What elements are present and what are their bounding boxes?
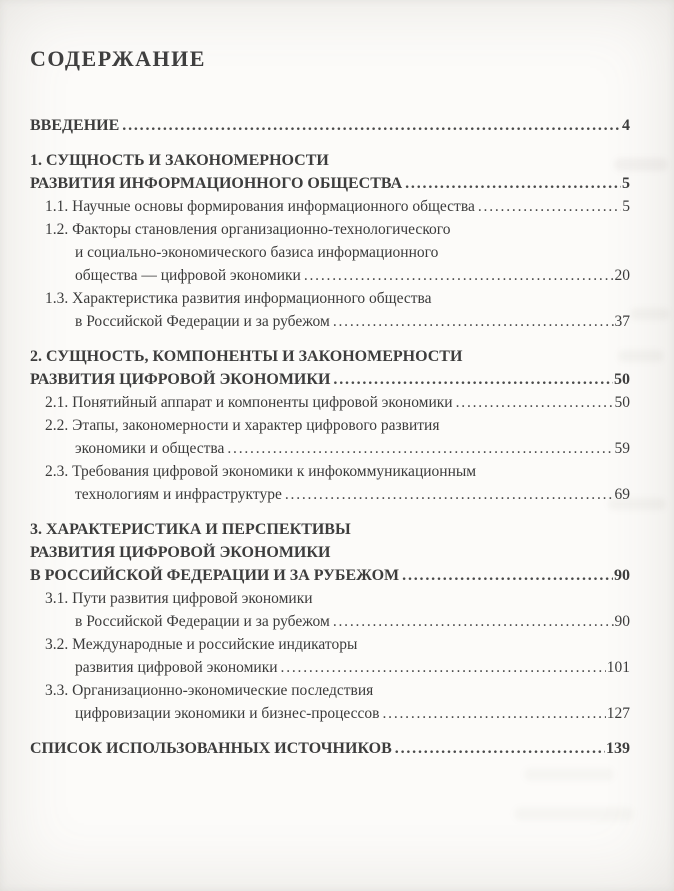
toc-entry-title-continuation: развития цифровой экономики: [75, 659, 278, 676]
toc-entry-section-1-1: [30, 195, 630, 218]
page-number: 139: [606, 740, 630, 757]
dot-leader: [304, 264, 614, 287]
dot-leader: [402, 564, 613, 587]
dot-leader: [333, 368, 613, 391]
toc-entry-title-continuation: в Российской Федерации и за рубежом: [75, 613, 330, 630]
toc-entry-title: 2. СУЩНОСТЬ, КОМПОНЕНТЫ И ЗАКОНОМЕРНОСТИ: [30, 348, 463, 365]
toc-entry-section-1-3: [30, 287, 630, 333]
toc-entry-title: СПИСОК ИСПОЛЬЗОВАННЫХ ИСТОЧНИКОВ: [30, 740, 392, 757]
toc-entry-title: 1.3. Характеристика развития информационного общества: [45, 290, 432, 307]
dot-leader: [405, 172, 621, 195]
toc-line: [30, 518, 630, 541]
dot-leader: [122, 114, 621, 137]
toc-entry-title: 1.1. Научные основы формирования информационного общества: [45, 198, 475, 215]
toc-line: [30, 264, 630, 287]
toc-entry-title: 3.2. Международные и российские индикаторы: [45, 636, 358, 653]
toc-entry-chapter-3: [30, 518, 630, 587]
toc-line: [30, 437, 630, 460]
toc-entry-title-continuation: цифровизации экономики и бизнес-процессов: [75, 705, 380, 722]
toc-entry-title-continuation: технологиям и инфраструктуре: [75, 486, 282, 503]
page-number: 50: [614, 371, 630, 388]
scan-bleed-artifact: [524, 768, 614, 781]
page-number: 37: [614, 313, 630, 330]
toc-entry-chapter-2: [30, 345, 630, 391]
page-number: 90: [614, 567, 630, 584]
toc-entry-section-3-3: [30, 679, 630, 725]
toc-entry-title: 2.1. Понятийный аппарат и компоненты цифровой экономики: [45, 394, 453, 411]
toc-entry-title: 1. СУЩНОСТЬ И ЗАКОНОМЕРНОСТИ: [30, 152, 329, 169]
toc-line: [30, 610, 630, 633]
dot-leader: [285, 483, 614, 506]
toc-entry-title-continuation: в Российской Федерации и за рубежом: [75, 313, 330, 330]
toc-entry-section-2-3: [30, 460, 630, 506]
toc-line: [30, 414, 630, 437]
toc-entry-introduction: [30, 114, 630, 137]
toc-entry-title: 3. ХАРАКТЕРИСТИКА И ПЕРСПЕКТИВЫ: [30, 521, 351, 538]
page-title: СОДЕРЖАНИЕ: [30, 46, 206, 71]
dot-leader: [333, 310, 614, 333]
toc-entry-title: 3.1. Пути развития цифровой экономики: [45, 590, 313, 607]
toc-line: [30, 541, 630, 564]
toc-entry-section-2-2: [30, 414, 630, 460]
toc-line: [30, 656, 630, 679]
toc-line: [30, 483, 630, 506]
scan-bleed-artifact: [630, 308, 670, 320]
page-number: 5: [622, 198, 630, 215]
toc-line: [30, 564, 630, 587]
toc-entry-title: РАЗВИТИЯ ЦИФРОВОЙ ЭКОНОМИКИ: [30, 371, 331, 388]
toc-line: [30, 114, 630, 137]
dot-leader: [227, 437, 613, 460]
toc-entry-title: 2.3. Требования цифровой экономики к инфокоммуникационным: [45, 463, 477, 480]
page-number: 69: [614, 486, 630, 503]
toc-entry-section-2-1: [30, 391, 630, 414]
page-number: 127: [606, 705, 630, 722]
dot-leader: [478, 195, 621, 218]
toc-line: [30, 195, 630, 218]
toc-line: [30, 149, 630, 172]
page-number: 4: [622, 117, 630, 134]
toc-entry-title: 1.2. Факторы становления организационно-технологического: [45, 221, 451, 238]
toc-entry-section-3-1: [30, 587, 630, 633]
dot-leader: [333, 610, 614, 633]
page-number: 59: [614, 440, 630, 457]
toc-entry-section-1-2: [30, 218, 630, 287]
page-number: 101: [606, 659, 630, 676]
toc-entry-title: 2.2. Этапы, закономерности и характер цифрового развития: [45, 417, 440, 434]
dot-leader: [456, 391, 614, 414]
toc-line: [30, 287, 630, 310]
scan-bleed-artifact: [514, 807, 634, 821]
toc-entry-title: В РОССИЙСКОЙ ФЕДЕРАЦИИ И ЗА РУБЕЖОМ: [30, 567, 400, 584]
toc-entry-title: ВВЕДЕНИЕ: [30, 117, 120, 134]
toc-line: [30, 679, 630, 702]
toc-entry-sources: [30, 737, 630, 760]
toc-line: [30, 633, 630, 656]
toc-line: [30, 172, 630, 195]
toc-line: [30, 702, 630, 725]
toc-line: [30, 391, 630, 414]
toc-entry-section-3-2: [30, 633, 630, 679]
dot-leader: [382, 702, 605, 725]
dot-leader: [395, 737, 605, 760]
toc-line: [30, 460, 630, 483]
page-number: 90: [614, 613, 630, 630]
toc-line: [30, 587, 630, 610]
dot-leader: [281, 656, 606, 679]
page-number: 50: [614, 394, 630, 411]
toc-entry-title: 3.3. Организационно-экономические последствия: [45, 682, 374, 699]
toc-entry-title-continuation: экономики и общества: [75, 440, 225, 457]
toc-line: [30, 218, 630, 241]
toc-line: [30, 241, 630, 264]
page-number: 20: [614, 267, 630, 284]
toc-line: [30, 310, 630, 333]
toc-line: [30, 737, 630, 760]
toc-entry-title-continuation: общества — цифровой экономики: [75, 267, 301, 284]
toc-entry-chapter-1: [30, 149, 630, 195]
toc-line: [30, 368, 630, 391]
toc-line: [30, 345, 630, 368]
page-number: 5: [622, 175, 630, 192]
toc-entry-title: РАЗВИТИЯ ИНФОРМАЦИОННОГО ОБЩЕСТВА: [30, 175, 403, 192]
toc-entry-title: РАЗВИТИЯ ЦИФРОВОЙ ЭКОНОМИКИ: [30, 544, 331, 561]
toc-entry-title-continuation: и социально-экономического базиса информационного: [75, 244, 439, 261]
table-of-contents: [30, 114, 630, 760]
